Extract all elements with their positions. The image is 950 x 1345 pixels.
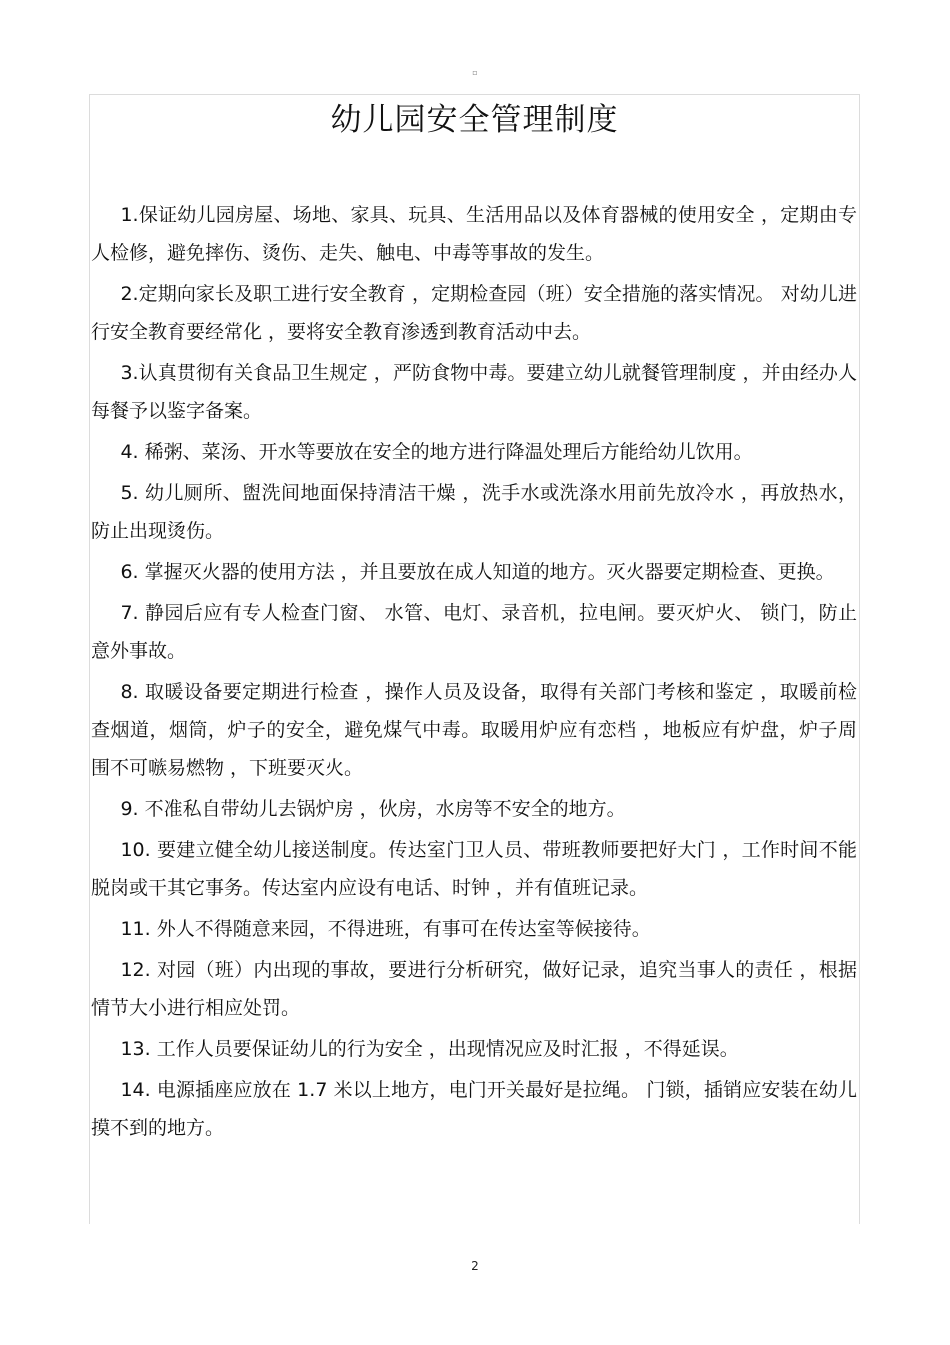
rule-paragraph-4: 4. 稀粥、菜汤、开水等要放在安全的地方进行降温处理后方能给幼儿饮用。	[120, 441, 753, 463]
page-number: 2	[471, 1259, 479, 1273]
rule-paragraph-12: 12. 对园（班）内出现的事故，要进行分析研究，做好记录，追究当事人的责任 ，根据情节大小进行相应处罚。	[91, 959, 857, 1019]
rule-paragraph-7: 7. 静园后应有专人检查门窗、 水管、电灯、录音机，拉电闸。要灭炉火、 锁门，防止意外事故。	[91, 602, 857, 662]
document-body	[91, 196, 857, 1150]
header-mark: ▫	[472, 68, 478, 77]
rule-paragraph-1: 1.保证幼儿园房屋、场地、家具、玩具、生活用品以及体育器械的使用安全 ，定期由专人检修，避免摔伤、烫伤、走失、触电、中毒等事故的发生。	[91, 204, 857, 264]
rule-paragraph-6: 6. 掌握灭火器的使用方法 ，并且要放在成人知道的地方。灭火器要定期检查、更换。	[120, 561, 835, 583]
rule-paragraph-3: 3.认真贯彻有关食品卫生规定 ，严防食物中毒。要建立幼儿就餐管理制度 ，并由经办人每餐予以鉴字备案。	[91, 362, 857, 422]
rule-paragraph-2: 2.定期向家长及职工进行安全教育 ，定期检查园（班）安全措施的落实情况。 对幼儿进行安全教育要经常化 ，要将安全教育渗透到教育活动中去。	[91, 283, 857, 343]
rule-paragraph-11: 11. 外人不得随意来园，不得进班，有事可在传达室等候接待。	[120, 918, 651, 940]
rule-paragraph-5: 5. 幼儿厕所、盥洗间地面保持清洁干燥 ，洗手水或洗涤水用前先放冷水 ，再放热水，防止出现烫伤。	[91, 482, 857, 542]
document-title: 幼儿园安全管理制度	[330, 102, 619, 138]
rule-paragraph-10: 10. 要建立健全幼儿接送制度。传达室门卫人员、带班教师要把好大门 ，工作时间不能脱岗或干其它事务。传达室内应设有电话、时钟 ，并有值班记录。	[91, 839, 857, 899]
rule-paragraph-14: 14. 电源插座应放在 1.7 米以上地方，电门开关最好是拉绳。 门锁，插销应安装在幼儿摸不到的地方。	[91, 1079, 857, 1139]
rule-paragraph-9: 9. 不准私自带幼儿去锅炉房 ，伙房，水房等不安全的地方。	[120, 798, 626, 820]
rule-paragraph-13: 13. 工作人员要保证幼儿的行为安全 ，出现情况应及时汇报 ，不得延误。	[120, 1038, 739, 1060]
rule-paragraph-8: 8. 取暖设备要定期进行检查 ，操作人员及设备，取得有关部门考核和鉴定 ，取暖前检查烟道，烟筒，炉子的安全，避免煤气中毒。取暖用炉应有恋档 ，地板应有炉盘，炉子周围不可嗾易燃物 ，下班要灭火。	[91, 681, 857, 779]
